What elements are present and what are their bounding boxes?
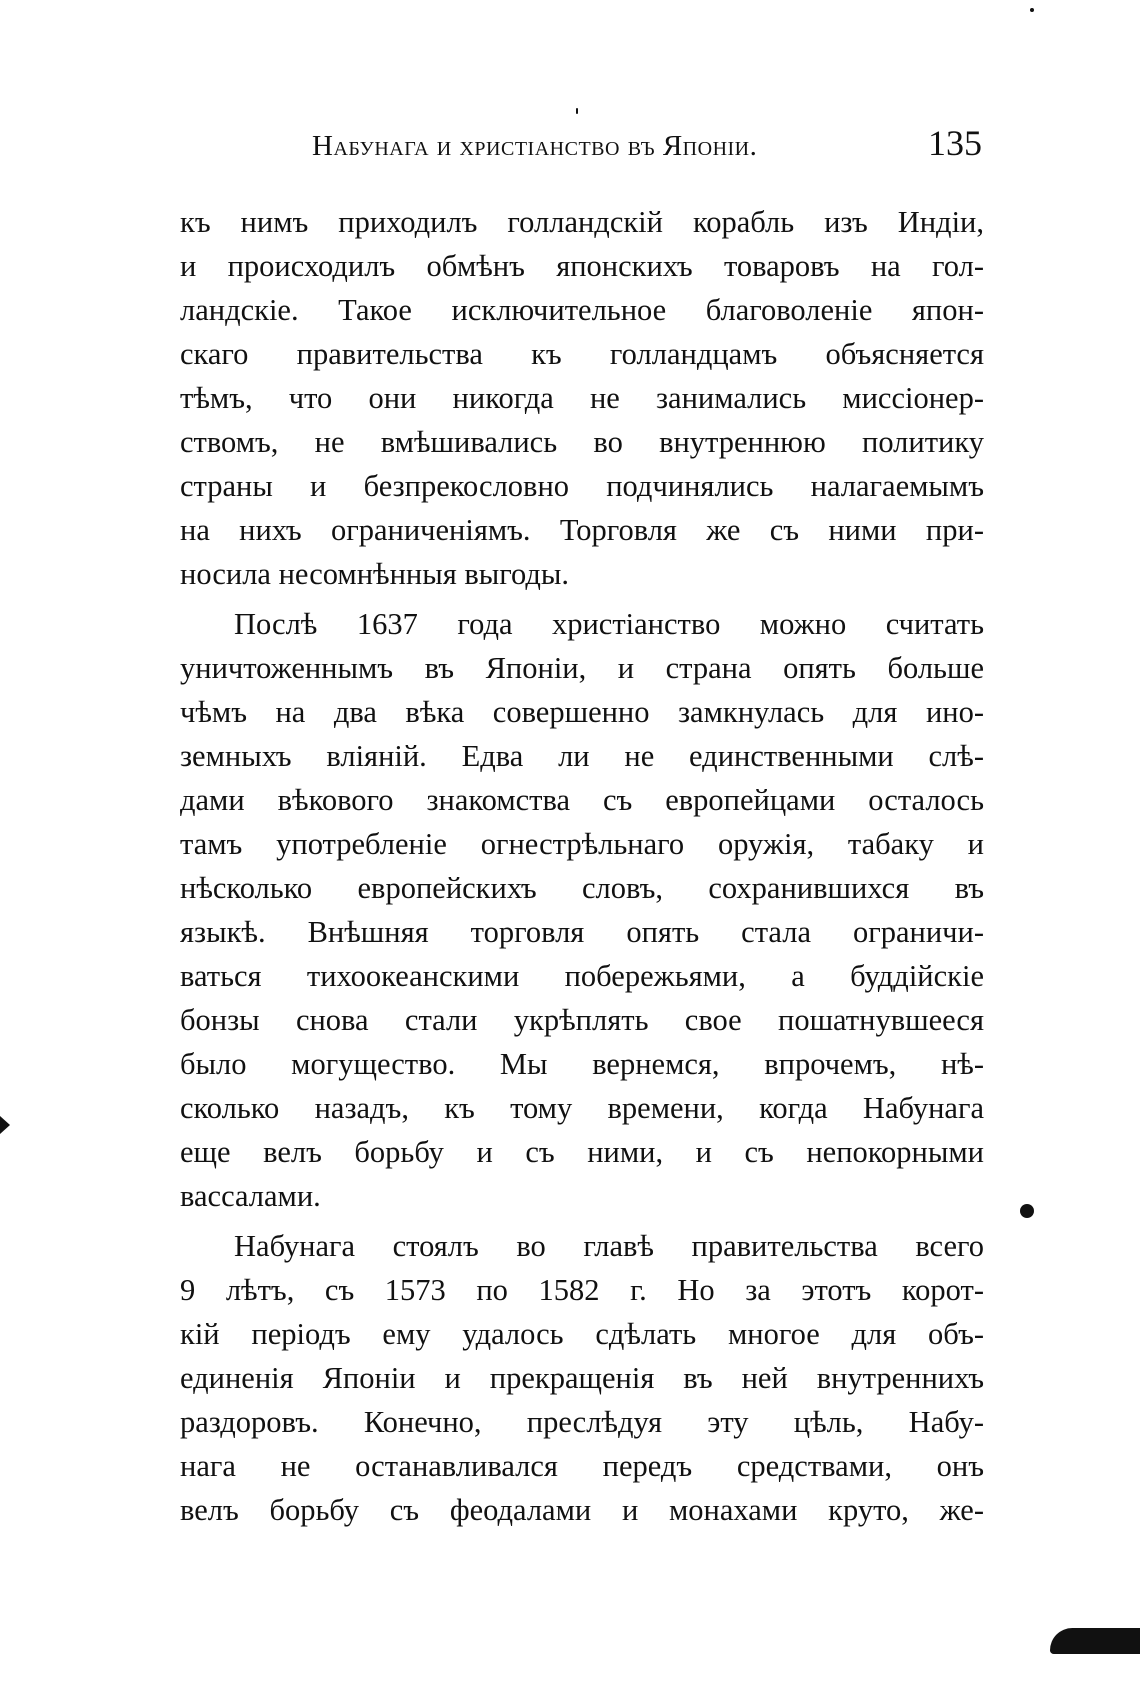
- scan-blot: [1050, 1628, 1140, 1654]
- text-line: дами вѣкового знакомства съ европейцами осталось: [180, 783, 984, 817]
- page-number: 135: [928, 123, 982, 163]
- running-title: Набунага и христіанство въ Японіи.: [312, 130, 758, 162]
- paragraph-2: [180, 602, 984, 1218]
- text-line: носила несомнѣнныя выгоды.: [180, 557, 570, 591]
- text-line: тѣмъ, что они никогда не занимались миссіонер-: [180, 381, 984, 415]
- text-line: Набунага стоялъ во главѣ правительства всего: [234, 1229, 984, 1263]
- text-line: было могущество. Мы вернемся, впрочемъ, нѣ-: [180, 1047, 984, 1081]
- text-line: тамъ употребленіе огнестрѣльнаго оружія, табаку и: [180, 827, 984, 861]
- scan-speck: [576, 108, 578, 114]
- text-line: еще велъ борьбу и съ ними, и съ непокорными: [180, 1135, 984, 1169]
- text-line: къ нимъ приходилъ голландскій корабль изъ Индіи,: [180, 205, 984, 239]
- paragraph-3: [180, 1224, 984, 1532]
- text-line: сколько назадъ, къ тому времени, когда Набунага: [180, 1091, 984, 1125]
- text-line: скаго правительства къ голландцамъ объясняется: [180, 337, 984, 371]
- text-line: земныхъ вліяній. Едва ли не единственными слѣ-: [180, 739, 984, 773]
- text-line: единенія Японіи и прекращенія въ ней внутреннихъ: [180, 1361, 984, 1395]
- text-line: чѣмъ на два вѣка совершенно замкнулась для ино-: [180, 695, 984, 729]
- text-line: ваться тихоокеанскими побережьями, а буддійскіе: [180, 959, 984, 993]
- body-text: [180, 200, 984, 1532]
- text-line: Послѣ 1637 года христіанство можно считать: [234, 607, 984, 641]
- text-line: ствомъ, не вмѣшивались во внутреннюю политику: [180, 425, 984, 459]
- text-line: нѣсколько европейскихъ словъ, сохранившихся въ: [180, 871, 984, 905]
- edge-mark: [0, 1116, 10, 1134]
- text-line: 9 лѣтъ, съ 1573 по 1582 г. Но за этотъ корот-: [180, 1273, 984, 1307]
- text-line: страны и безпрекословно подчинялись налагаемымъ: [180, 469, 984, 503]
- text-line: на нихъ ограниченіямъ. Торговля же съ ними при-: [180, 513, 984, 547]
- scan-speck: [1030, 8, 1034, 12]
- page-header: [312, 122, 982, 172]
- text-line: бонзы снова стали укрѣплять свое пошатнувшееся: [180, 1003, 984, 1037]
- text-line: уничтоженнымъ въ Японіи, и страна опять больше: [180, 651, 984, 685]
- scan-speck: [1020, 1204, 1034, 1218]
- text-line: и происходилъ обмѣнъ японскихъ товаровъ на гол-: [180, 249, 984, 283]
- text-line: раздоровъ. Конечно, преслѣдуя эту цѣль, Набу-: [180, 1405, 984, 1439]
- text-line: вассалами.: [180, 1179, 321, 1213]
- text-line: ландскіе. Такое исключительное благоволеніе япон-: [180, 293, 984, 327]
- text-line: нага не останавливался передъ средствами, онъ: [180, 1449, 984, 1483]
- text-line: велъ борьбу съ феодалами и монахами круто, же-: [180, 1493, 984, 1527]
- text-line: языкѣ. Внѣшняя торговля опять стала ограничи-: [180, 915, 984, 949]
- text-line: кій періодъ ему удалось сдѣлать многое для объ-: [180, 1317, 984, 1351]
- paragraph-1: [180, 200, 984, 596]
